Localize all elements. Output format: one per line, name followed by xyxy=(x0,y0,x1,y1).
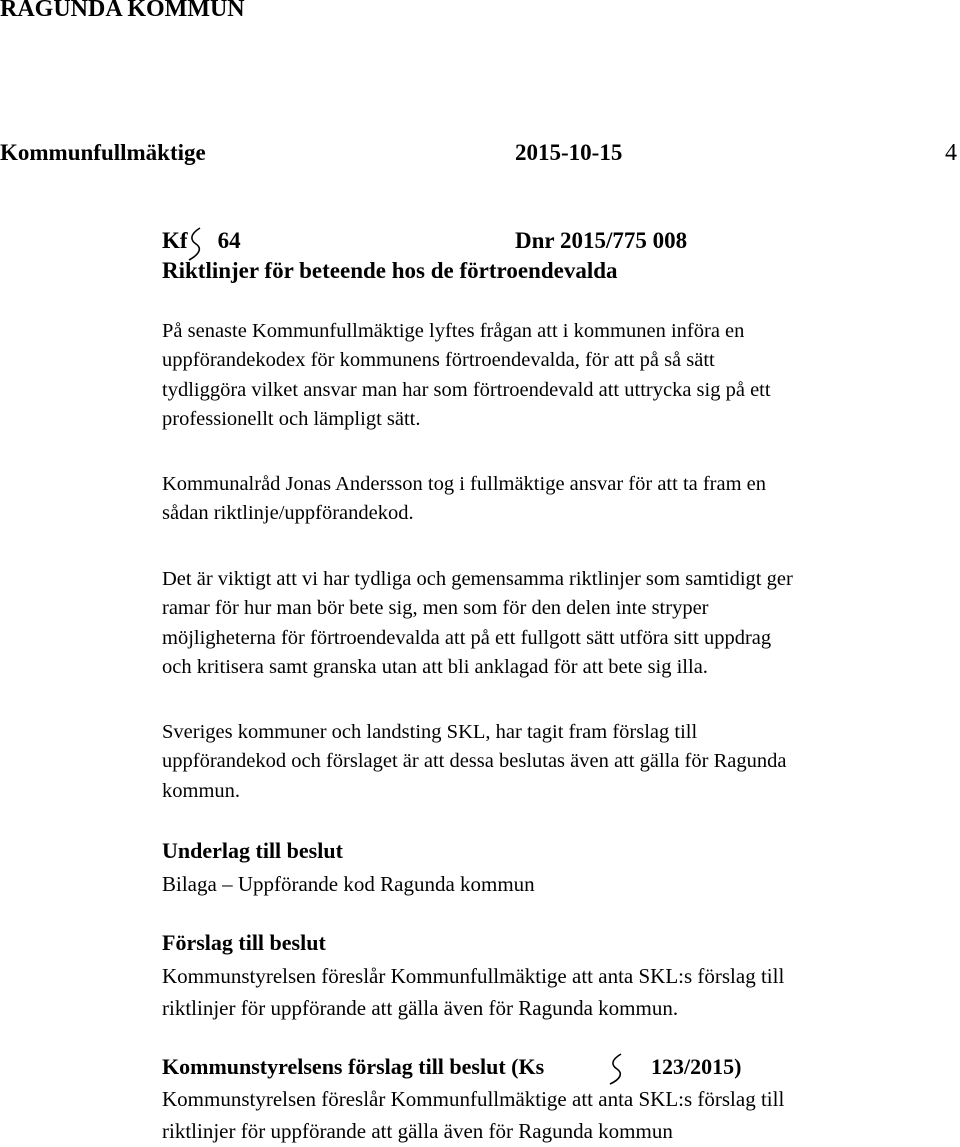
paragraph-3 xyxy=(162,565,960,682)
underlag-heading: Underlag till beslut xyxy=(162,838,343,863)
page-number: 4 xyxy=(945,140,957,166)
text-line: möjligheterna för förtroendevalda att på ett fullgott sätt utföra sitt uppdrag xyxy=(162,626,772,649)
text-line: uppförandekod och förslaget är att dessa beslutas även att gälla för Ragunda xyxy=(162,750,787,773)
text-line: kommun. xyxy=(162,779,241,802)
forslag-text xyxy=(162,960,960,1024)
text-line: På senaste Kommunfullmäktige lyftes frågan att i kommunen införa en xyxy=(162,320,745,342)
municipality-name: RAGUNDA KOMMUN xyxy=(0,0,245,22)
text-line: uppförandekodex för kommunens förtroendevalda, för att på så sätt xyxy=(162,349,715,372)
ks-forslag-text xyxy=(162,1083,960,1147)
paragraph-1 xyxy=(162,317,960,434)
paragraph-2 xyxy=(162,470,960,529)
ks-heading-part-1: Kommunstyrelsens förslag till beslut (Ks xyxy=(162,1054,545,1079)
paragraph-4 xyxy=(162,718,960,806)
paragraph-number: 64 xyxy=(217,228,241,253)
text-line: riktlinjer för uppförande att gälla även för Ragunda kommun. xyxy=(162,996,679,1020)
text-line: Kommunstyrelsen föreslår Kommunfullmäktige att anta SKL:s förslag till xyxy=(162,1087,785,1111)
paragraph-sign-icon xyxy=(186,226,202,262)
forslag-heading: Förslag till beslut xyxy=(162,930,326,955)
text-line: och kritisera samt granska utan att bli anklagad för att bete sig illa. xyxy=(162,655,708,678)
organ-name: Kommunfullmäktige xyxy=(0,140,206,165)
text-line: riktlinjer för uppförande att gälla även för Ragunda kommun xyxy=(162,1119,673,1143)
text-line: sådan riktlinje/uppförandekod. xyxy=(162,502,414,525)
text-line: Sveriges kommuner och landsting SKL, har tagit fram förslag till xyxy=(162,721,698,743)
paragraph-sign-icon xyxy=(607,1052,623,1086)
meeting-date: 2015-10-15 xyxy=(515,140,623,165)
page-title: Riktlinjer för beteende hos de förtroendevalda xyxy=(162,258,618,283)
text-line: ramar för hur man bör bete sig, men som för den delen inte stryper xyxy=(162,597,709,620)
text-line: professionellt och lämpligt sätt. xyxy=(162,407,421,430)
underlag-text xyxy=(162,868,960,900)
ks-heading-part-2: 123/2015) xyxy=(651,1054,742,1079)
text-line: Det är viktigt att vi har tydliga och gemensamma riktlinjer som samtidigt ger xyxy=(162,568,793,590)
text-line: tydliggöra vilket ansvar man har som förtroendevald att uttrycka sig på ett xyxy=(162,378,771,401)
text-line: Kommunstyrelsen föreslår Kommunfullmäktige att anta SKL:s förslag till xyxy=(162,964,785,988)
text-line: Kommunalråd Jonas Andersson tog i fullmäktige ansvar för att ta fram en xyxy=(162,473,767,495)
text-line: Bilaga – Uppförande kod Ragunda kommun xyxy=(162,872,535,896)
paragraph-prefix: Kf xyxy=(162,228,188,253)
diary-number: Dnr 2015/775 008 xyxy=(515,228,688,253)
